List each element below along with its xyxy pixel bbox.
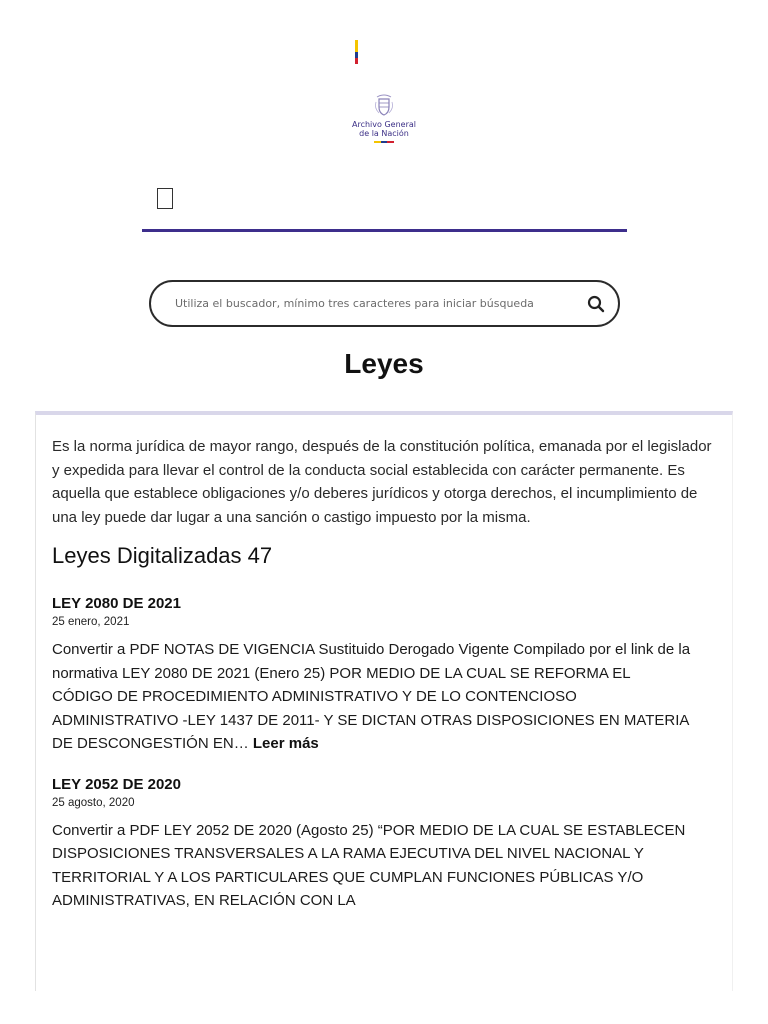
content-card <box>35 411 733 991</box>
law-item <box>52 776 716 913</box>
site-logo[interactable] <box>334 94 434 143</box>
logo-line-1: Archivo General <box>352 120 416 129</box>
law-title[interactable]: LEY 2080 DE 2021 <box>52 595 181 612</box>
law-item <box>52 595 716 756</box>
search-icon[interactable] <box>586 294 606 314</box>
logo-line-2: de la Nación <box>359 129 409 138</box>
law-title[interactable]: LEY 2052 DE 2020 <box>52 775 181 793</box>
search-input[interactable] <box>173 296 586 311</box>
logo-tricolor <box>374 141 394 143</box>
coat-of-arms-icon <box>373 94 395 118</box>
menu-toggle-button[interactable] <box>157 188 173 209</box>
law-summary-text: Convertir a PDF LEY 2052 DE 2020 (Agosto 25) “POR MEDIO DE LA CUAL SE ESTABLECEN DISPOSICIONES TRANSVERSALES A LA RAMA EJECUTIVA DEL NIVEL NACIONAL Y TERRITORIAL Y A LOS PARTICULARES QUE CUMPLAN FUNCIONES PÚBLICAS Y/O ADMINISTRATIVAS, EN RELACIÓN CON LA <box>52 821 686 909</box>
search-bar <box>149 280 620 327</box>
flag-bar <box>355 40 358 64</box>
read-more-link[interactable]: Leer más <box>252 735 319 752</box>
law-summary-text: Convertir a PDF NOTAS DE VIGENCIA Sustituido Derogado Vigente Compilado por el link de la normativa LEY 2080 DE 2021 (Enero 25) POR MEDIO DE LA CUAL SE REFORMA EL CÓDIGO DE PROCEDIMIENTO ADMINISTRATIVO Y DE LO CONTENCIOSO ADMINISTRATIVO -LEY 1437 DE 2011- Y SE DICTAN OTRAS DISPOSICIONES EN MATERIA DE DESCONGESTIÓN EN… <box>52 641 691 752</box>
law-date: 25 agosto, 2020 <box>52 796 135 809</box>
intro-text: Es la norma jurídica de mayor rango, después de la constitución política, emanada por el legislador y expedida para llevar el control de la conducta social establecida con carácter permanente. Es aquella que establece obligaciones y/o deberes jurídicos y otorga derechos, el incumplimiento de una ley puede dar lugar a una sanción o castigo impuesto por la misma. <box>52 438 712 526</box>
law-summary <box>52 638 692 756</box>
page-title: Leyes <box>344 348 424 379</box>
law-date: 25 enero, 2021 <box>52 616 130 628</box>
law-summary <box>52 819 692 913</box>
nav-divider <box>142 229 627 232</box>
section-title: Leyes Digitalizadas 47 <box>52 543 273 568</box>
